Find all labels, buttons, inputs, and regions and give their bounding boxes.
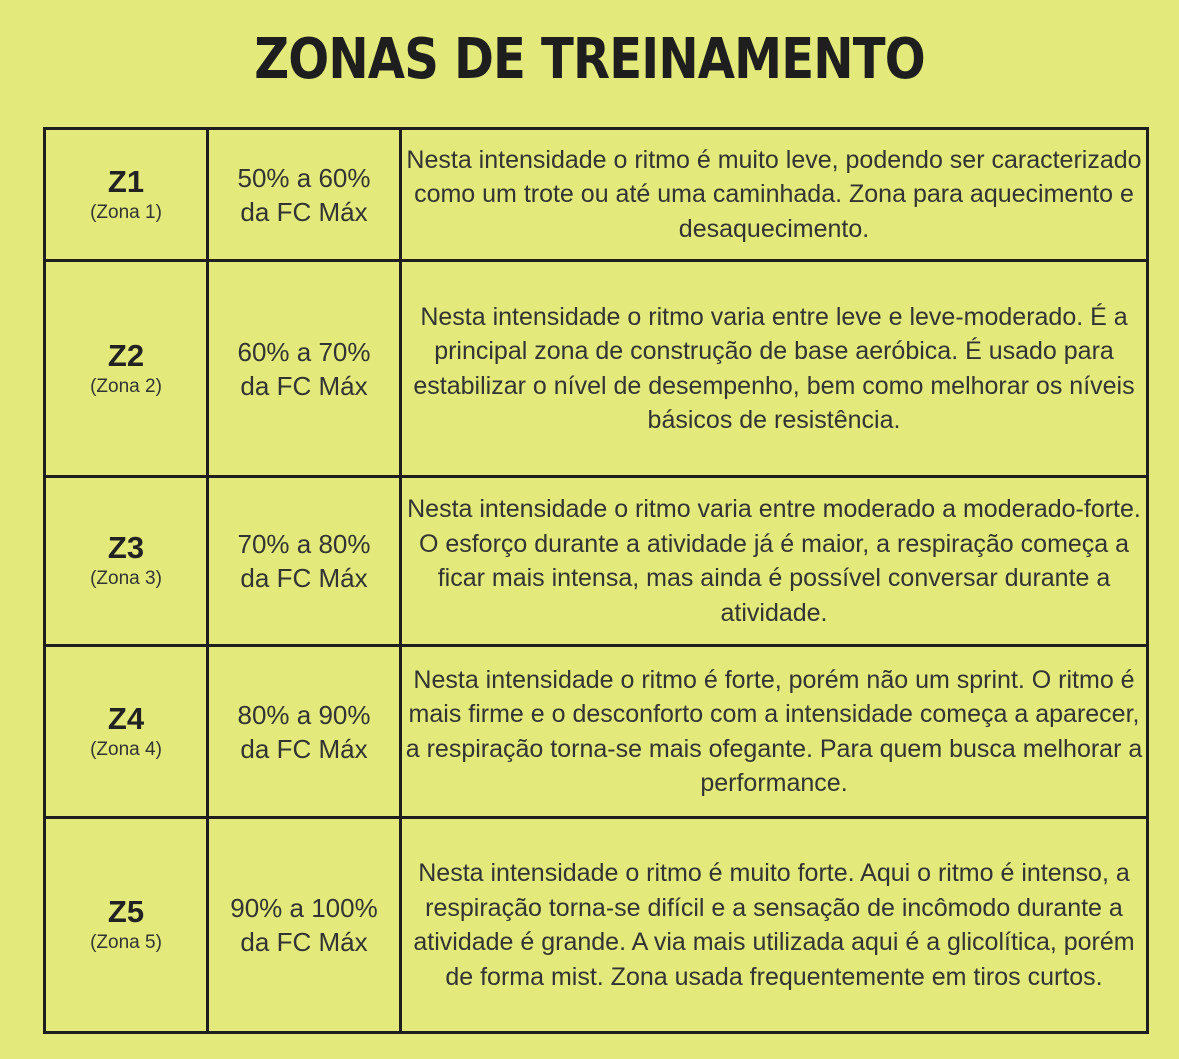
zone-description: Nesta intensidade o ritmo é muito leve, podendo ser caracterizado como um trote ou até uma caminhada. Zona para aquecimento e desaquecimento. — [401, 129, 1148, 261]
table-row-zone-2 — [45, 261, 1148, 477]
heart-rate-range: 50% a 60% — [237, 162, 371, 193]
heart-rate-range: 60% a 70% — [237, 336, 371, 367]
zone-description: Nesta intensidade o ritmo é muito forte. Aqui o ritmo é intenso, a respiração torna-se difícil e a sensação de incômodo durante a atividade é grande. A via mais utilizada aqui é a glicolítica, porém de forma mist. Zona usada frequentemente em tiros curtos. — [401, 818, 1148, 1033]
heart-rate-range-cell — [208, 818, 401, 1033]
zone-description: Nesta intensidade o ritmo varia entre moderado a moderado-forte. O esforço durante a atividade já é maior, a respiração começa a ficar mais intensa, mas ainda é possível conversar durante a atividade. — [401, 477, 1148, 646]
table-row-zone-1 — [45, 129, 1148, 261]
zone-code: Z1 — [107, 163, 145, 199]
zone-code: Z5 — [107, 894, 145, 929]
zone-name: (Zona 2) — [90, 375, 162, 397]
table-row-zone-4 — [45, 646, 1148, 818]
heart-rate-range: 80% a 90% — [237, 699, 371, 730]
zone-cell — [45, 646, 208, 818]
zone-code: Z2 — [107, 337, 145, 373]
heart-rate-reference: da FC Máx — [240, 196, 368, 227]
heart-rate-range-cell — [208, 129, 401, 261]
table-row-zone-3 — [45, 477, 1148, 646]
heart-rate-range-cell — [208, 261, 401, 477]
heart-rate-reference: da FC Máx — [240, 927, 368, 957]
zone-name: (Zona 1) — [90, 201, 162, 223]
heart-rate-range-cell — [208, 477, 401, 646]
zone-code: Z4 — [107, 700, 145, 736]
heart-rate-reference: da FC Máx — [240, 563, 368, 593]
training-zones-table — [43, 127, 1149, 1034]
heart-rate-range-cell — [208, 646, 401, 818]
table-row-zone-5 — [45, 818, 1148, 1033]
zone-description: Nesta intensidade o ritmo é forte, porém não um sprint. O ritmo é mais firme e o desconforto com a intensidade começa a aparecer, a respiração torna-se mais ofegante. Para quem busca melhorar a performance. — [401, 646, 1148, 818]
page-title: ZONAS DE TREINAMENTO — [254, 27, 925, 92]
zone-description: Nesta intensidade o ritmo varia entre leve e leve-moderado. É a principal zona de construção de base aeróbica. É usado para estabilizar o nível de desempenho, bem como melhorar os níveis básicos de resistência. — [401, 261, 1148, 477]
heart-rate-reference: da FC Máx — [240, 370, 368, 401]
zone-name: (Zona 4) — [90, 738, 162, 760]
zone-code: Z3 — [107, 530, 145, 565]
zone-cell — [45, 261, 208, 477]
zone-name: (Zona 5) — [90, 932, 162, 953]
zone-cell — [45, 129, 208, 261]
heart-rate-reference: da FC Máx — [240, 733, 368, 764]
heart-rate-range: 90% a 100% — [230, 893, 378, 923]
zone-cell — [45, 818, 208, 1033]
heart-rate-range: 70% a 80% — [237, 529, 371, 559]
zone-name: (Zona 3) — [90, 568, 162, 589]
zone-cell — [45, 477, 208, 646]
